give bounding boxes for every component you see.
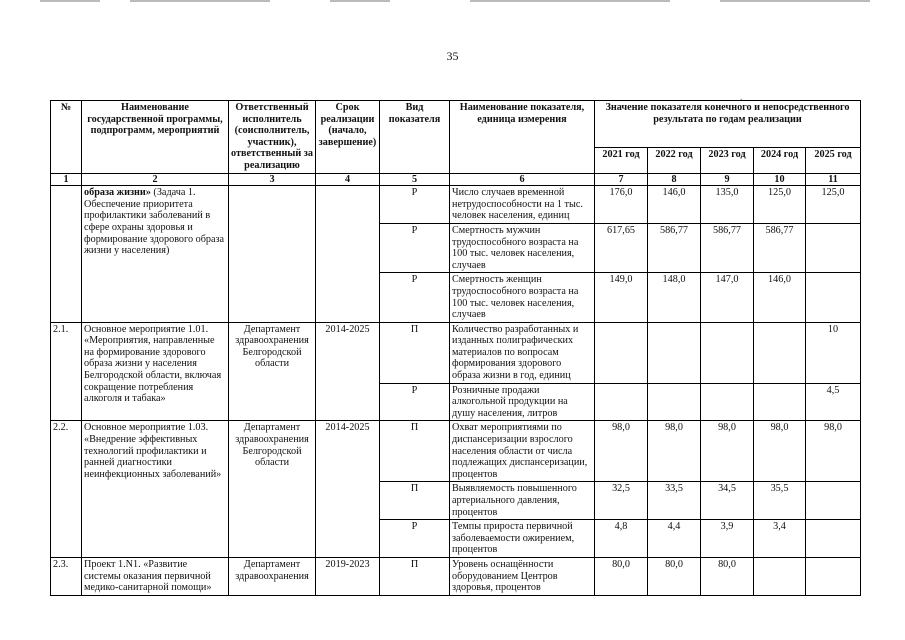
value-2021 bbox=[595, 322, 648, 383]
scan-top-edge bbox=[0, 0, 905, 6]
indicator-type: П bbox=[380, 557, 450, 595]
value-2021 bbox=[595, 383, 648, 421]
value-2025 bbox=[806, 273, 861, 322]
value-2022 bbox=[648, 383, 701, 421]
value-2023 bbox=[701, 322, 754, 383]
value-2023: 3,9 bbox=[701, 520, 754, 558]
value-2024: 125,0 bbox=[754, 186, 806, 224]
header-name: Наименование государственной программы, подпрограмм, мероприятий bbox=[82, 101, 229, 174]
value-2024: 3,4 bbox=[754, 520, 806, 558]
col-number: 11 bbox=[806, 173, 861, 186]
indicator-name: Смертность женщин трудоспособного возраста на 100 тыс. человек населения, случаев bbox=[450, 273, 595, 322]
value-2021: 176,0 bbox=[595, 186, 648, 224]
col-number: 8 bbox=[648, 173, 701, 186]
header-period: Срок реализации (начало, завершение) bbox=[316, 101, 380, 174]
value-2021: 98,0 bbox=[595, 421, 648, 482]
value-2024 bbox=[754, 322, 806, 383]
value-2022: 98,0 bbox=[648, 421, 701, 482]
value-2025: 4,5 bbox=[806, 383, 861, 421]
value-2025: 98,0 bbox=[806, 421, 861, 482]
row-number: 2.2. bbox=[51, 421, 82, 558]
value-2023: 147,0 bbox=[701, 273, 754, 322]
indicator-name: Охват мероприятиями по диспансеризации взрослого населения области от числа подлежащих диспансеризации, процентов bbox=[450, 421, 595, 482]
header-year: 2021 год bbox=[595, 147, 648, 173]
column-numbers-row bbox=[51, 173, 861, 186]
period: 2014-2025 bbox=[316, 421, 380, 558]
col-number: 2 bbox=[82, 173, 229, 186]
value-2022: 586,77 bbox=[648, 223, 701, 272]
indicator-name: Число случаев временной нетрудоспособности на 1 тыс. человек населения, единиц bbox=[450, 186, 595, 224]
measure-name bbox=[82, 186, 229, 323]
header-year: 2023 год bbox=[701, 147, 754, 173]
indicator-type: Р bbox=[380, 273, 450, 322]
col-number: 10 bbox=[754, 173, 806, 186]
measure-name-rest: (Задача 1. Обеспечение приоритета профилактики заболеваний в сфере охраны здоровья и формирование здорового образа жизни у населения) bbox=[84, 187, 225, 257]
col-number: 9 bbox=[701, 173, 754, 186]
value-2023: 135,0 bbox=[701, 186, 754, 224]
value-2022: 146,0 bbox=[648, 186, 701, 224]
header-row bbox=[51, 101, 861, 148]
indicator-type: П bbox=[380, 482, 450, 520]
value-2023: 80,0 bbox=[701, 557, 754, 595]
value-2024: 98,0 bbox=[754, 421, 806, 482]
indicator-type: П bbox=[380, 322, 450, 383]
table-row bbox=[51, 186, 861, 224]
period: 2014-2025 bbox=[316, 322, 380, 421]
indicator-type: П bbox=[380, 421, 450, 482]
value-2024: 586,77 bbox=[754, 223, 806, 272]
value-2022: 33,5 bbox=[648, 482, 701, 520]
indicator-name: Выявляемость повышенного артериального давления, процентов bbox=[450, 482, 595, 520]
responsible: Департамент здравоохранения Белгородской области bbox=[229, 322, 316, 421]
measure-name: Основное мероприятие 1.03. «Внедрение эффективных технологий профилактики и ранней диагностики неинфекционных заболеваний» bbox=[82, 421, 229, 558]
header-year: 2024 год bbox=[754, 147, 806, 173]
header-responsible: Ответственный исполнитель (соисполнитель, участник), ответственный за реализацию bbox=[229, 101, 316, 174]
value-2023 bbox=[701, 383, 754, 421]
header-values-group: Значение показателя конечного и непосредственного результата по годам реализации bbox=[595, 101, 861, 148]
value-2022: 4,4 bbox=[648, 520, 701, 558]
header-year: 2022 год bbox=[648, 147, 701, 173]
col-number: 7 bbox=[595, 173, 648, 186]
col-number: 6 bbox=[450, 173, 595, 186]
value-2025 bbox=[806, 482, 861, 520]
header-indicator: Наименование показателя, единица измерения bbox=[450, 101, 595, 174]
col-number: 1 bbox=[51, 173, 82, 186]
measure-name-bold: образа жизни» bbox=[84, 187, 151, 199]
value-2023: 98,0 bbox=[701, 421, 754, 482]
value-2021: 149,0 bbox=[595, 273, 648, 322]
row-number: 2.1. bbox=[51, 322, 82, 421]
row-number bbox=[51, 186, 82, 323]
indicator-type: Р bbox=[380, 383, 450, 421]
table-row bbox=[51, 557, 861, 595]
value-2025 bbox=[806, 520, 861, 558]
value-2025: 10 bbox=[806, 322, 861, 383]
value-2025 bbox=[806, 557, 861, 595]
value-2021: 32,5 bbox=[595, 482, 648, 520]
table-row bbox=[51, 421, 861, 482]
value-2025: 125,0 bbox=[806, 186, 861, 224]
responsible: Департамент здравоохранения bbox=[229, 557, 316, 595]
value-2022: 80,0 bbox=[648, 557, 701, 595]
header-year: 2025 год bbox=[806, 147, 861, 173]
col-number: 5 bbox=[380, 173, 450, 186]
value-2022 bbox=[648, 322, 701, 383]
indicator-name: Розничные продажи алкогольной продукции на душу населения, литров bbox=[450, 383, 595, 421]
value-2023: 34,5 bbox=[701, 482, 754, 520]
responsible: Департамент здравоохранения Белгородской области bbox=[229, 421, 316, 558]
indicator-name: Количество разработанных и изданных полиграфических материалов по вопросам формирования здорового образа жизни в год, единиц bbox=[450, 322, 595, 383]
value-2023: 586,77 bbox=[701, 223, 754, 272]
measure-name: Основное мероприятие 1.01. «Мероприятия, направленные на формирование здорового образа жизни у населения Белгородской области, включая сокращение потребления алкоголя и табака» bbox=[82, 322, 229, 421]
program-table bbox=[50, 100, 861, 596]
indicator-type: Р bbox=[380, 520, 450, 558]
col-number: 4 bbox=[316, 173, 380, 186]
value-2024: 146,0 bbox=[754, 273, 806, 322]
value-2025 bbox=[806, 223, 861, 272]
responsible bbox=[229, 186, 316, 323]
header-no: № bbox=[51, 101, 82, 174]
value-2022: 148,0 bbox=[648, 273, 701, 322]
period: 2019-2023 bbox=[316, 557, 380, 595]
indicator-name: Смертность мужчин трудоспособного возраста на 100 тыс. человек населения, случаев bbox=[450, 223, 595, 272]
page-number: 35 bbox=[446, 49, 459, 63]
value-2024 bbox=[754, 557, 806, 595]
value-2021: 617,65 bbox=[595, 223, 648, 272]
indicator-type: Р bbox=[380, 186, 450, 224]
value-2021: 80,0 bbox=[595, 557, 648, 595]
header-type: Вид показателя bbox=[380, 101, 450, 174]
indicator-type: Р bbox=[380, 223, 450, 272]
col-number: 3 bbox=[229, 173, 316, 186]
period bbox=[316, 186, 380, 323]
value-2024: 35,5 bbox=[754, 482, 806, 520]
row-number: 2.3. bbox=[51, 557, 82, 595]
scan-speck: . bbox=[740, 92, 743, 103]
measure-name: Проект 1.N1. «Развитие системы оказания первичной медико-санитарной помощи» bbox=[82, 557, 229, 595]
indicator-name: Уровень оснащённости оборудованием Центров здоровья, процентов bbox=[450, 557, 595, 595]
value-2021: 4,8 bbox=[595, 520, 648, 558]
indicator-name: Темпы прироста первичной заболеваемости ожирением, процентов bbox=[450, 520, 595, 558]
value-2024 bbox=[754, 383, 806, 421]
table-row bbox=[51, 322, 861, 383]
